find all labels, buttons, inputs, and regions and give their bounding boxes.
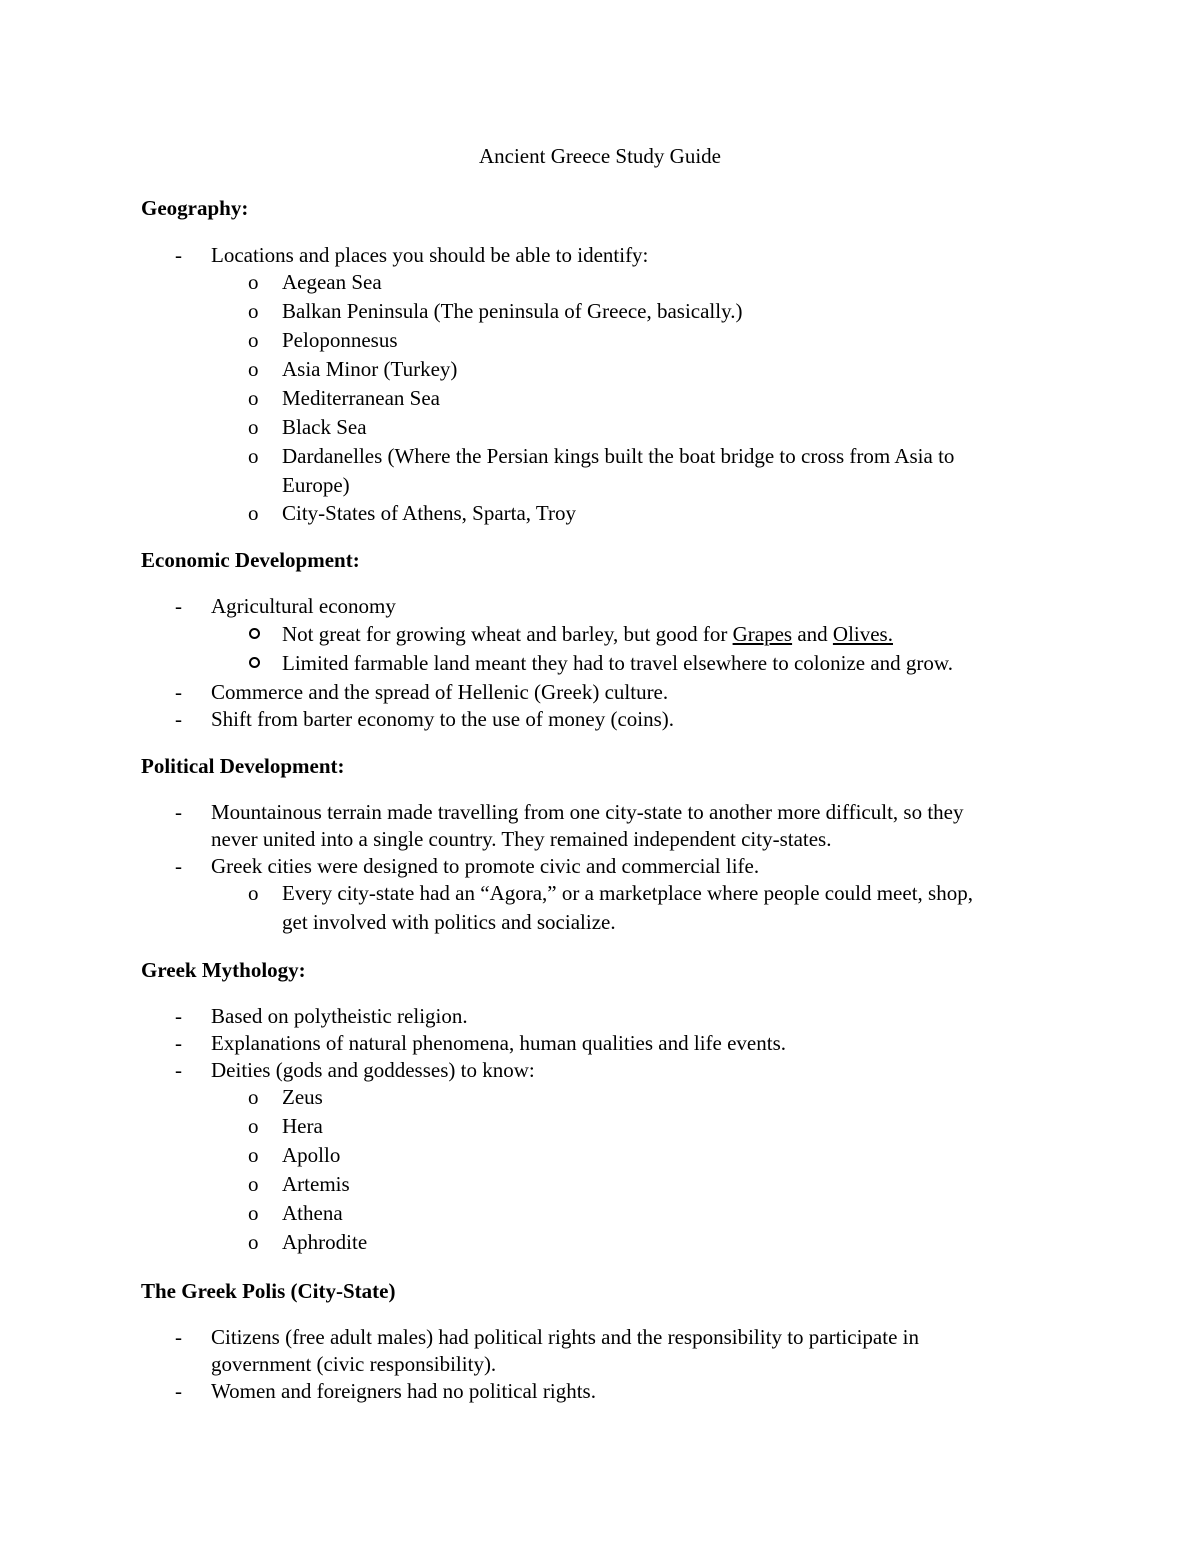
dash-bullet: -: [175, 1325, 182, 1349]
crops-text: Not great for growing wheat and barley, but good for: [282, 622, 733, 646]
grapes-underlined: Grapes: [732, 622, 793, 646]
political-sub-agora-continued: get involved with politics and socialize.: [282, 910, 616, 934]
circle-bullet: o: [248, 1085, 259, 1109]
deity-item: Zeus: [282, 1085, 323, 1109]
circle-bullet: o: [248, 1143, 259, 1167]
geography-location: Balkan Peninsula (The peninsula of Greece, basically.): [282, 299, 743, 323]
dash-bullet: -: [175, 1058, 182, 1082]
dash-bullet: -: [175, 1031, 182, 1055]
political-item-terrain-continued: never united into a single country. They remained independent city-states.: [211, 827, 832, 851]
mythology-heading: Greek Mythology:: [141, 958, 306, 982]
mythology-item-religion: Based on polytheistic religion.: [211, 1004, 468, 1028]
circle-bullet: o: [248, 270, 259, 294]
circle-bullet: o: [248, 444, 259, 468]
economic-sub-land: Limited farmable land meant they had to travel elsewhere to colonize and grow.: [282, 651, 953, 675]
deity-item: Apollo: [282, 1143, 341, 1167]
circle-bullet: o: [248, 881, 259, 905]
deity-item: Athena: [282, 1201, 343, 1225]
dash-bullet: -: [175, 800, 182, 824]
dash-bullet: -: [175, 680, 182, 704]
economic-item-commerce: Commerce and the spread of Hellenic (Greek) culture.: [211, 680, 669, 704]
bold-circle-bullet: [249, 628, 260, 639]
polis-item-citizens: Citizens (free adult males) had political rights and the responsibility to participate in: [211, 1325, 919, 1349]
geography-location: Black Sea: [282, 415, 367, 439]
polis-heading: The Greek Polis (City-State): [141, 1279, 396, 1303]
circle-bullet: o: [248, 328, 259, 352]
dash-bullet: -: [175, 854, 182, 878]
geography-location: Aegean Sea: [282, 270, 382, 294]
and-text: and: [792, 622, 833, 646]
polis-item-citizens-continued: government (civic responsibility).: [211, 1352, 497, 1376]
geography-location: Peloponnesus: [282, 328, 398, 352]
dash-bullet: -: [175, 594, 182, 618]
circle-bullet: o: [248, 299, 259, 323]
circle-bullet: o: [248, 1114, 259, 1138]
dash-bullet: -: [175, 1379, 182, 1403]
geography-location-continued: Europe): [282, 473, 350, 497]
geography-location: Dardanelles (Where the Persian kings built the boat bridge to cross from Asia to: [282, 444, 955, 468]
geography-item-locations: Locations and places you should be able to identify:: [211, 243, 649, 267]
bold-circle-bullet: [249, 657, 260, 668]
circle-bullet: o: [248, 1230, 259, 1254]
dash-bullet: -: [175, 707, 182, 731]
mythology-item-explanations: Explanations of natural phenomena, human qualities and life events.: [211, 1031, 786, 1055]
deity-item: Artemis: [282, 1172, 350, 1196]
document-title: Ancient Greece Study Guide: [478, 144, 721, 168]
political-heading: Political Development:: [141, 754, 345, 778]
dash-bullet: -: [175, 1004, 182, 1028]
economic-sub-crops: [282, 620, 893, 648]
economic-item-agriculture: Agricultural economy: [211, 594, 396, 618]
deity-item: Aphrodite: [282, 1230, 368, 1254]
circle-bullet: o: [248, 386, 259, 410]
economic-item-money: Shift from barter economy to the use of money (coins).: [211, 707, 675, 731]
political-sub-agora: Every city-state had an “Agora,” or a marketplace where people could meet, shop,: [282, 881, 973, 905]
circle-bullet: o: [248, 415, 259, 439]
circle-bullet: o: [248, 1201, 259, 1225]
mythology-item-deities: Deities (gods and goddesses) to know:: [211, 1058, 535, 1082]
circle-bullet: o: [248, 357, 259, 381]
dash-bullet: -: [175, 243, 182, 267]
geography-location: Mediterranean Sea: [282, 386, 441, 410]
political-item-cities: Greek cities were designed to promote civic and commercial life.: [211, 854, 760, 878]
circle-bullet: o: [248, 1172, 259, 1196]
political-item-terrain: Mountainous terrain made travelling from one city-state to another more difficult, so they: [211, 800, 964, 824]
geography-heading: Geography:: [141, 196, 249, 220]
economic-heading: Economic Development:: [141, 548, 360, 572]
geography-location: Asia Minor (Turkey): [282, 357, 458, 381]
circle-bullet: o: [248, 501, 259, 525]
geography-location: City-States of Athens, Sparta, Troy: [282, 501, 577, 525]
deity-item: Hera: [282, 1114, 323, 1138]
polis-item-women: Women and foreigners had no political rights.: [211, 1379, 596, 1403]
olives-underlined: Olives.: [832, 622, 893, 646]
